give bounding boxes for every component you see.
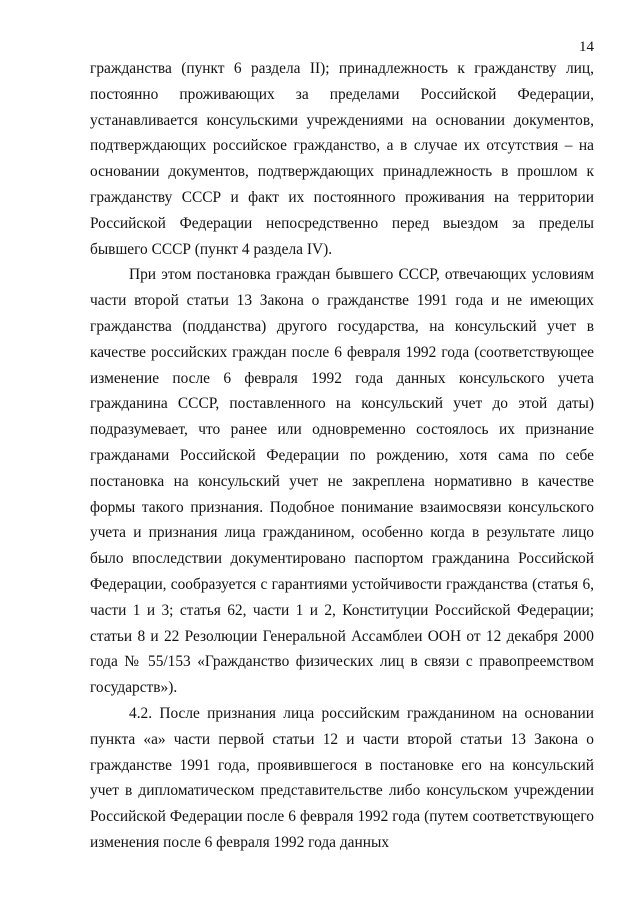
paragraph-continuation: гражданства (пункт 6 раздела II); принадлежность к гражданству лиц, постоянно проживающих за пределами Российской Федерации, устанавливается консульскими учреждениями на основании документов, подтверждающих российское гражданство, а в случае их отсутствия – на основании документов, подтверждающих принадлежность в прошлом к гражданству СССР и факт их постоянного проживания на территории Российской Федерации непосредственно перед выездом за пределы бывшего СССР (пункт 4 раздела IV). [90,60,594,258]
paragraph-section-4-2: 4.2. После признания лица российским гражданином на основании пункта «а» части первой статьи 12 и части второй статьи 13 Закона о гражданстве 1991 года, проявившегося в постановке его на консульский учет в дипломатическом представительстве либо консульском учреждении Российской Федерации после 6 февраля 1992 года (путем соответствующего изменения после 6 февраля 1992 года данных [90,704,594,851]
page-number: 14 [579,39,594,55]
paragraph-consular-registration: При этом постановка граждан бывшего СССР, отвечающих условиям части второй статьи 13 Закона о гражданстве 1991 года и не имеющих гражданства (подданства) другого государства, на консульский учет в качестве российских граждан после 6 февраля 1992 года (соответствующее изменение после 6 февраля 1992 года данных консульского учета гражданина СССР, поставленного на консульский учет до этой даты) подразумевает, что ранее или одновременно состоялось их признание гражданами Российской Федерации по рождению, хотя сама по себе постановка на консульский учет не закреплена нормативно в качестве формы такого признания. Подобное понимание взаимосвязи консульского учета и признания лица гражданином, особенно когда в результате лицо было впоследствии документировано паспортом гражданина Российской Федерации, сообразуется с гарантиями устойчивости гражданства (статья 6, части 1 и 3; статья 62, части 1 и 2, Конституции Российской Федерации; статьи 8 и 22 Резолюции Генеральной Ассамблеи ООН от 12 декабря 2000 года № 55/153 «Гражданство физических лиц в связи с правопреемством государств»). [90,266,594,697]
document-body [90,56,594,856]
